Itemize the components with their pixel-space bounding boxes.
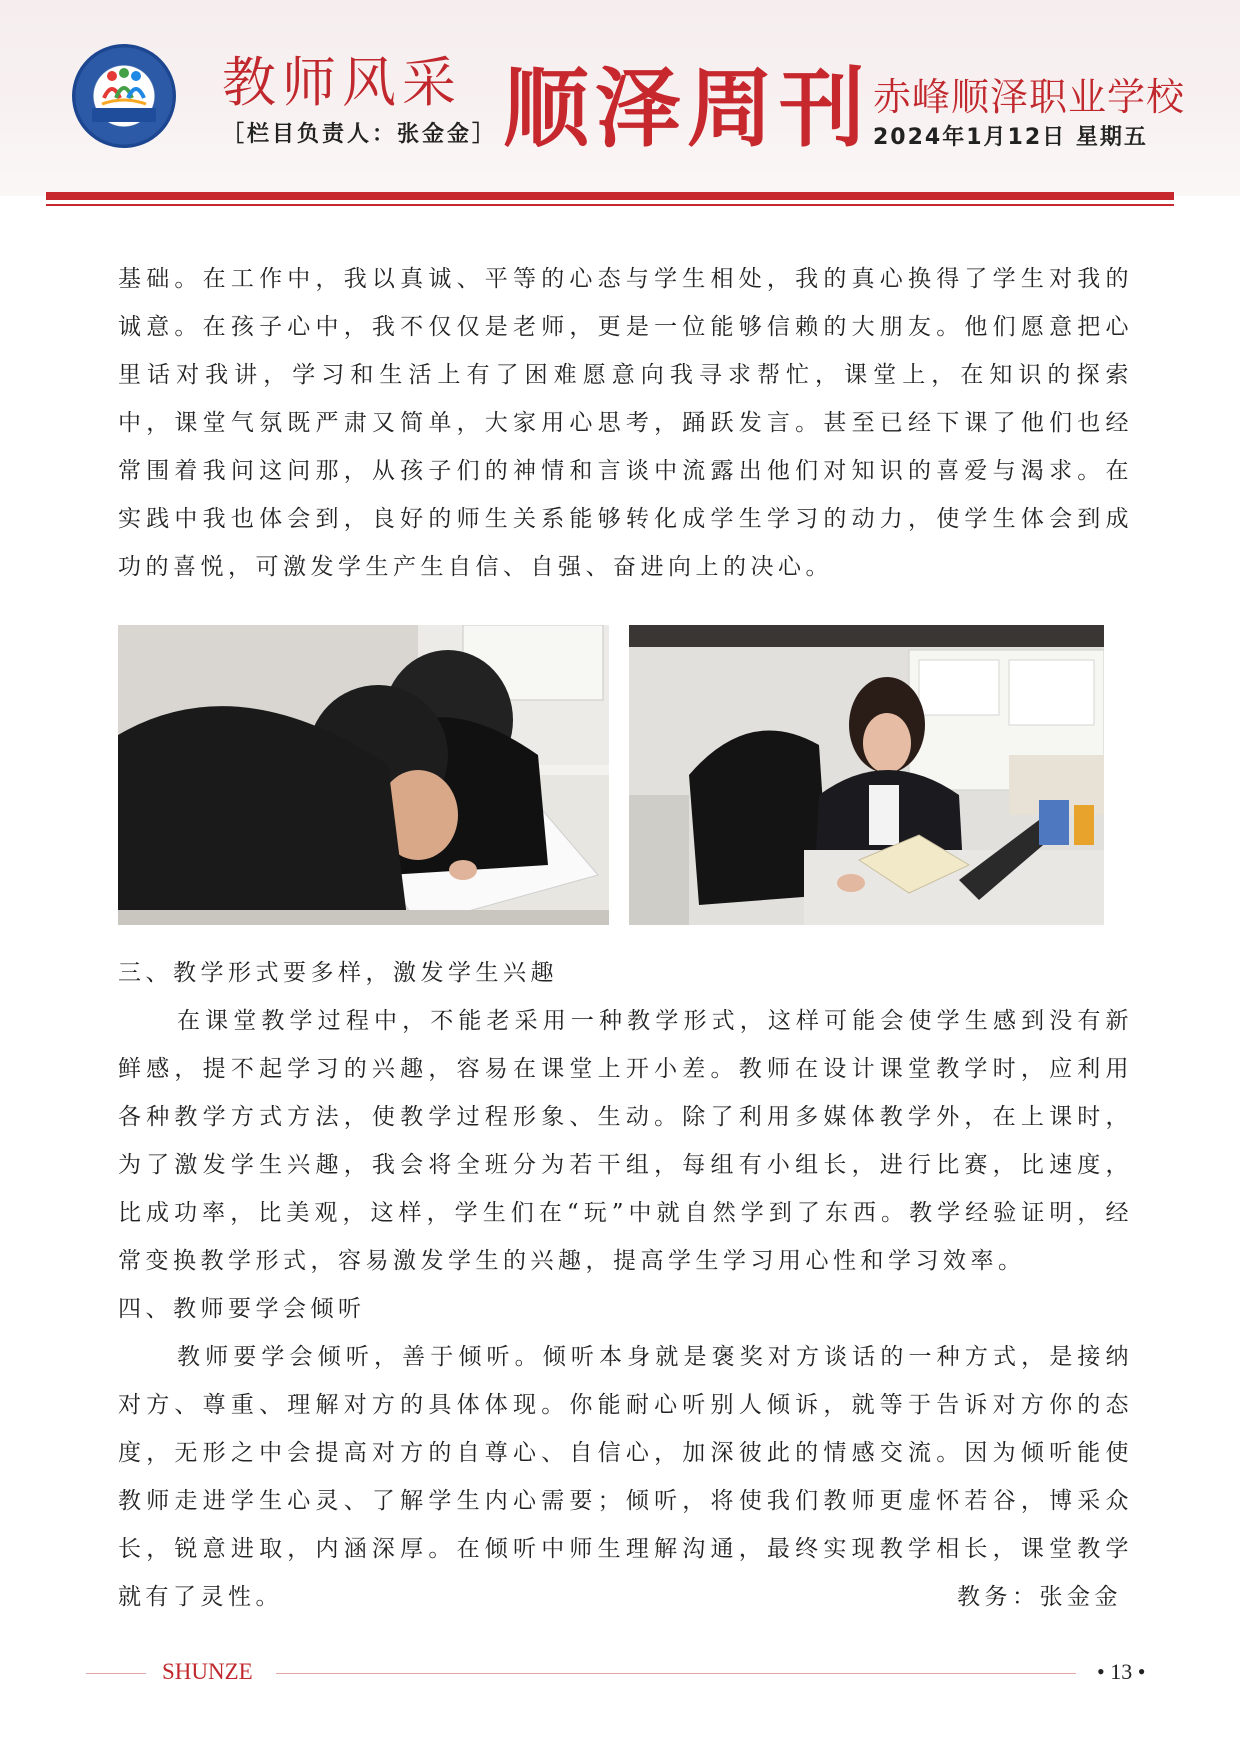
- footer-rule-left: [86, 1673, 146, 1674]
- page-number: • 13 •: [1097, 1659, 1146, 1684]
- publication-date: 2024年1月12日 星期五: [873, 125, 1148, 150]
- author-signature: 教务：张金金: [957, 1584, 1122, 1610]
- header-rule-thin: [46, 204, 1174, 206]
- logo-banner: [92, 108, 156, 122]
- section-3-heading: 三、教学形式要多样，激发学生兴趣: [118, 960, 558, 986]
- intro-paragraph: 基础。在工作中，我以真诚、平等的心态与学生相处，我的真心换得了学生对我的诚意。在孩子心中，我不仅仅是老师，更是一位能够信赖的大朋友。他们愿意把心里话对我讲，学习和生活上有了困难愿意向我寻求帮忙，课堂上，在知识的探索中，课堂气氛既严肃又简单，大家用心思考，踊跃发言。甚至已经下课了他们也经常围着我问这问那，从孩子们的神情和言谈中流露出他们对知识的喜爱与渴求。在实践中我也体会到，良好的师生关系能够转化成学生学习的动力，使学生体会到成功的喜悦，可激发学生产生自信、自强、奋进向上的决心。: [118, 266, 1133, 580]
- school-logo: [72, 44, 176, 148]
- section-4-heading: 四、教师要学会倾听: [118, 1296, 366, 1322]
- section-3-paragraph: 在课堂教学过程中，不能老采用一种教学形式，这样可能会使学生感到没有新鲜感，提不起学习的兴趣，容易在课堂上开小差。教师在设计课堂教学时，应利用各种教学方式方法，使教学过程形象、生动。除了利用多媒体教学外，在上课时，为了激发学生兴趣，我会将全班分为若干组，每组有小组长，进行比赛，比速度，比成功率，比美观，这样，学生们在“玩”中就自然学到了东西。教学经验证明，经常变换教学形式，容易激发学生的兴趣，提高学生学习用心性和学习效率。: [118, 1008, 1133, 1274]
- footer-brand: SHUNZE: [162, 1659, 253, 1684]
- photo-teacher-at-desk: [629, 625, 1104, 925]
- column-editor: ［栏目负责人：张金金］: [222, 122, 498, 147]
- footer-rule-right: [276, 1673, 1076, 1674]
- publication-title: 顺泽周刊: [503, 59, 871, 159]
- school-name: 赤峰顺泽职业学校: [873, 75, 1186, 119]
- photo-teachers-reviewing: [118, 625, 609, 925]
- column-title: 教师风采: [222, 51, 462, 114]
- section-4-paragraph: 教师要学会倾听，善于倾听。倾听本身就是褒奖对方谈话的一种方式，是接纳对方、尊重、理解对方的具体体现。你能耐心听别人倾诉，就等于告诉对方你的态度，无形之中会提高对方的自尊心、自信心，加深彼此的情感交流。因为倾听能使教师走进学生心灵、了解学生内心需要；倾听，将使我们教师更虚怀若谷，博采众长，锐意进取，内涵深厚。在倾听中师生理解沟通，最终实现教学相长，课堂教学就有了灵性。: [118, 1344, 1133, 1610]
- header-rule-thick: [46, 192, 1174, 200]
- logo-people-icon: [98, 68, 150, 108]
